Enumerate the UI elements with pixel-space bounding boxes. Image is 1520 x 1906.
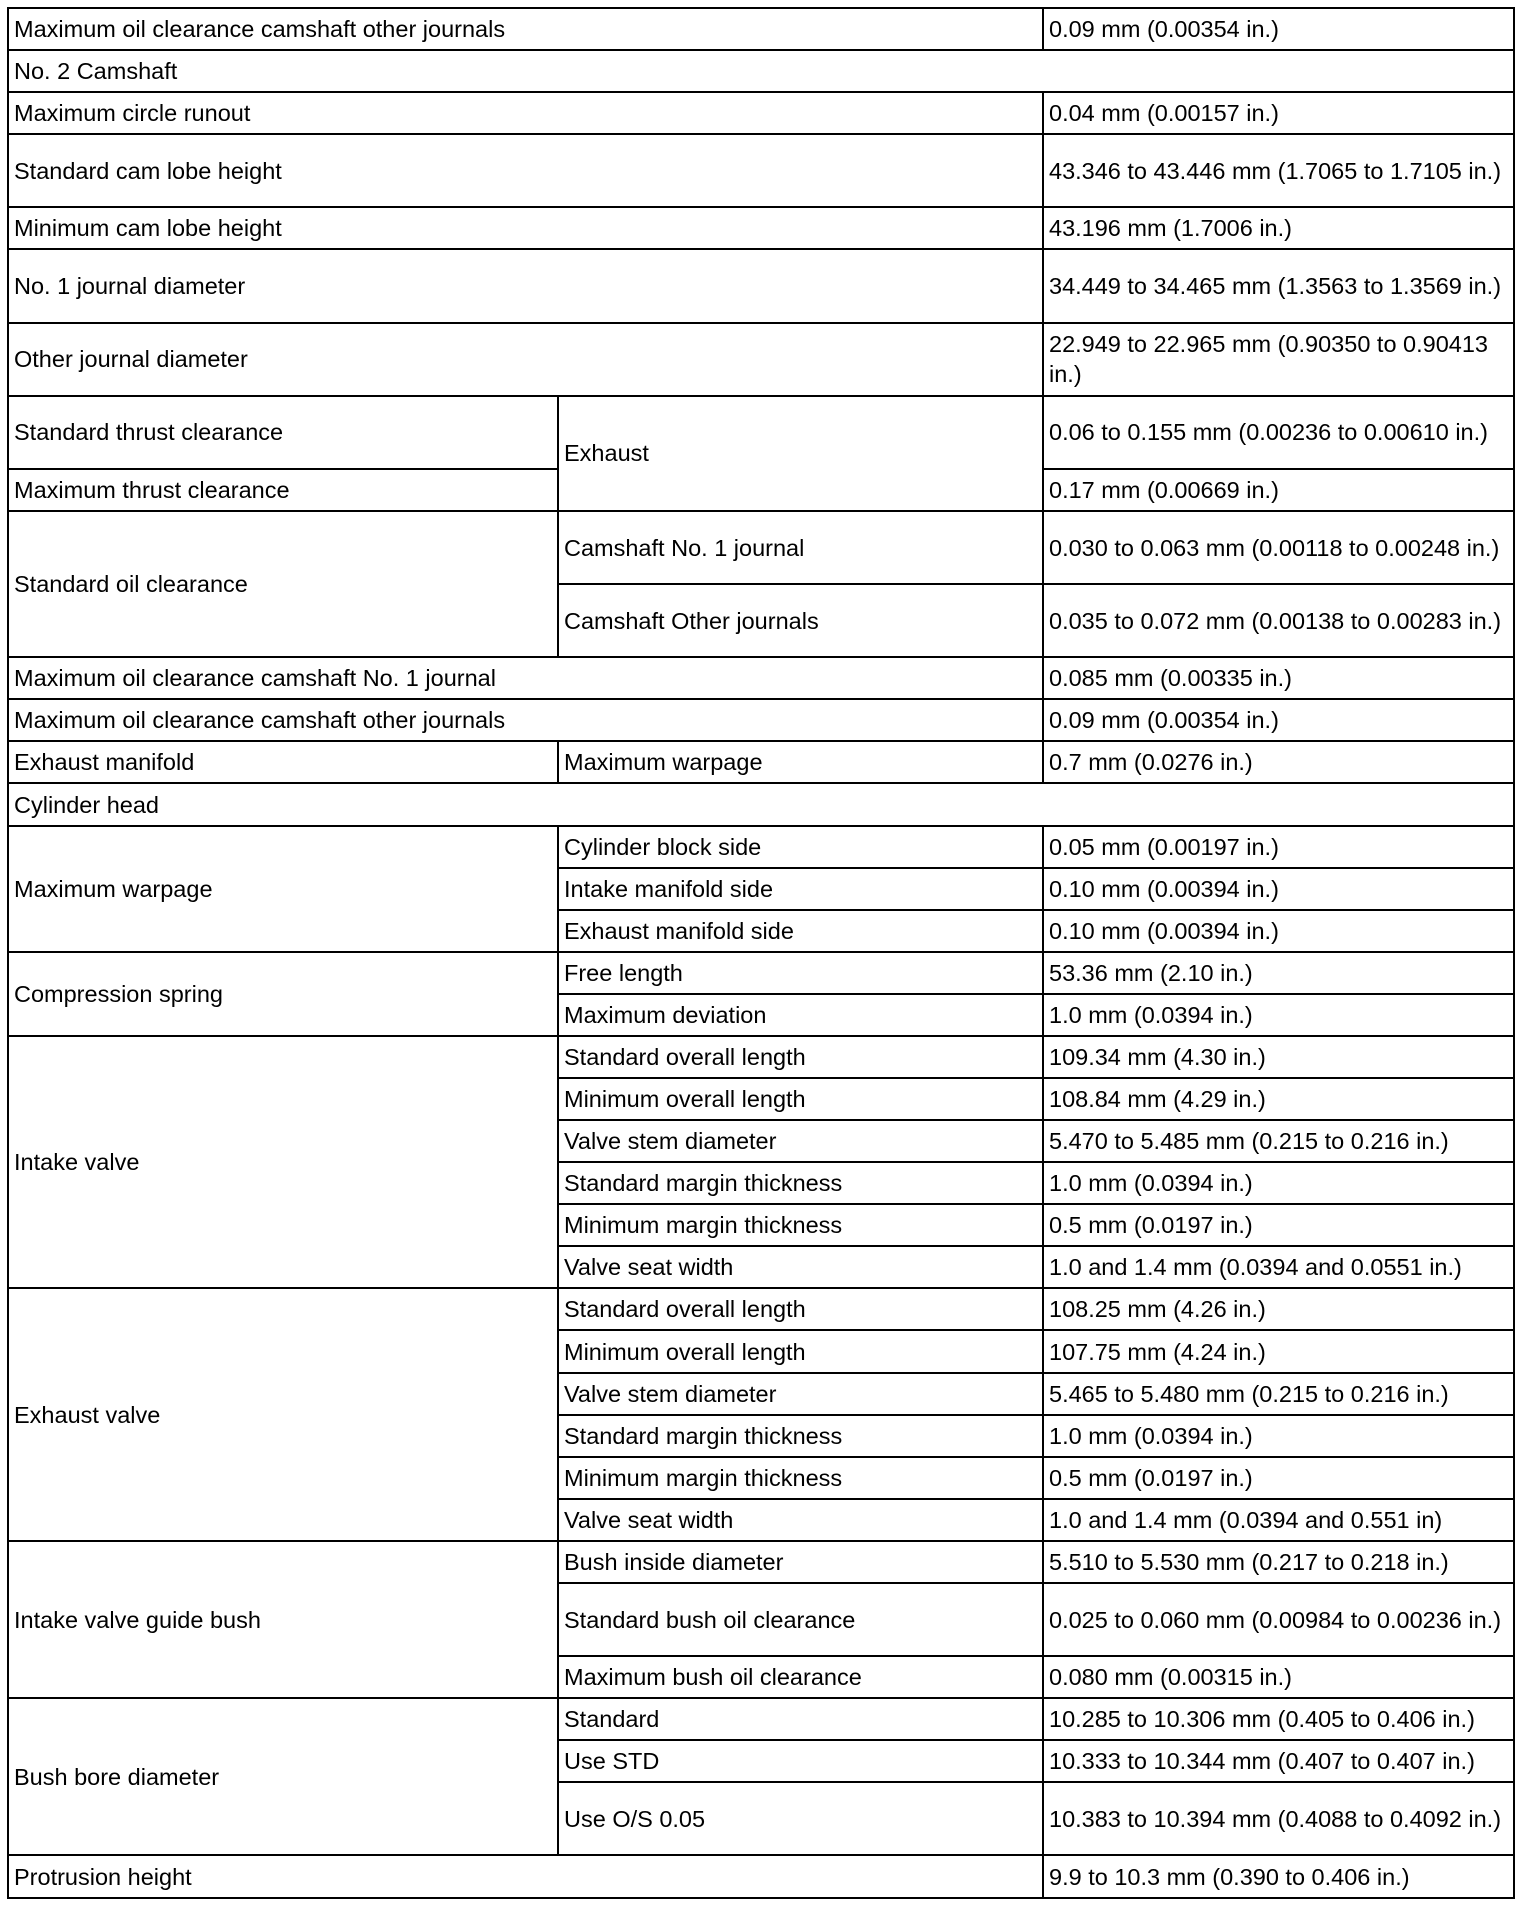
spec-value: 22.949 to 22.965 mm (0.90350 to 0.90413 in.): [1043, 323, 1514, 396]
spec-value: 0.05 mm (0.00197 in.): [1043, 826, 1514, 868]
spec-sublabel: Intake manifold side: [558, 868, 1043, 910]
spec-value: 0.09 mm (0.00354 in.): [1043, 699, 1514, 741]
spec-sublabel: Bush inside diameter: [558, 1541, 1043, 1583]
spec-value: 10.383 to 10.394 mm (0.4088 to 0.4092 in.): [1043, 1782, 1514, 1855]
spec-value: 1.0 and 1.4 mm (0.0394 and 0.0551 in.): [1043, 1246, 1514, 1288]
spec-sublabel: Minimum overall length: [558, 1330, 1043, 1372]
spec-label: Maximum oil clearance camshaft other journals: [8, 699, 1043, 741]
table-row: [8, 1036, 1514, 1078]
spec-value: 9.9 to 10.3 mm (0.390 to 0.406 in.): [1043, 1855, 1514, 1898]
table-row: [8, 249, 1514, 322]
spec-value: 1.0 and 1.4 mm (0.0394 and 0.551 in): [1043, 1499, 1514, 1541]
spec-sublabel: Camshaft No. 1 journal: [558, 511, 1043, 584]
spec-value: 0.04 mm (0.00157 in.): [1043, 92, 1514, 134]
spec-sublabel: Exhaust: [558, 396, 1043, 511]
table-row: [8, 699, 1514, 741]
spec-value: 0.10 mm (0.00394 in.): [1043, 910, 1514, 952]
spec-sublabel: Minimum margin thickness: [558, 1204, 1043, 1246]
table-row: [8, 1698, 1514, 1740]
table-row: [8, 511, 1514, 584]
spec-value: 0.17 mm (0.00669 in.): [1043, 469, 1514, 511]
spec-value: 0.09 mm (0.00354 in.): [1043, 8, 1514, 50]
table-row: [8, 1288, 1514, 1330]
spec-label: Compression spring: [8, 952, 558, 1036]
spec-label: Intake valve: [8, 1036, 558, 1288]
section-header: Cylinder head: [8, 783, 1514, 825]
spec-value: 0.10 mm (0.00394 in.): [1043, 868, 1514, 910]
spec-label: Exhaust valve: [8, 1288, 558, 1540]
spec-label: Maximum circle runout: [8, 92, 1043, 134]
spec-label: Maximum oil clearance camshaft other journals: [8, 8, 1043, 50]
table-row: [8, 323, 1514, 396]
spec-sublabel: Maximum bush oil clearance: [558, 1656, 1043, 1698]
spec-label: Maximum thrust clearance: [8, 469, 558, 511]
spec-value: 0.7 mm (0.0276 in.): [1043, 741, 1514, 783]
spec-sublabel: Valve seat width: [558, 1499, 1043, 1541]
spec-label: Standard thrust clearance: [8, 396, 558, 469]
spec-value: 0.080 mm (0.00315 in.): [1043, 1656, 1514, 1698]
spec-value: 1.0 mm (0.0394 in.): [1043, 1162, 1514, 1204]
table-row: [8, 207, 1514, 249]
spec-label: Protrusion height: [8, 1855, 1043, 1898]
spec-value: 0.035 to 0.072 mm (0.00138 to 0.00283 in.): [1043, 584, 1514, 657]
spec-label: No. 1 journal diameter: [8, 249, 1043, 322]
spec-label: Other journal diameter: [8, 323, 1043, 396]
spec-value: 5.510 to 5.530 mm (0.217 to 0.218 in.): [1043, 1541, 1514, 1583]
spec-value: 0.5 mm (0.0197 in.): [1043, 1457, 1514, 1499]
spec-sublabel: Valve stem diameter: [558, 1120, 1043, 1162]
spec-value: 108.25 mm (4.26 in.): [1043, 1288, 1514, 1330]
table-row: [8, 952, 1514, 994]
spec-value: 1.0 mm (0.0394 in.): [1043, 1415, 1514, 1457]
spec-value: 109.34 mm (4.30 in.): [1043, 1036, 1514, 1078]
table-row: [8, 1855, 1514, 1898]
spec-value: 108.84 mm (4.29 in.): [1043, 1078, 1514, 1120]
spec-sublabel: Cylinder block side: [558, 826, 1043, 868]
table-row: [8, 92, 1514, 134]
spec-value: 10.285 to 10.306 mm (0.405 to 0.406 in.): [1043, 1698, 1514, 1740]
spec-sublabel: Exhaust manifold side: [558, 910, 1043, 952]
spec-label: Minimum cam lobe height: [8, 207, 1043, 249]
section-row: [8, 50, 1514, 92]
spec-value: 5.470 to 5.485 mm (0.215 to 0.216 in.): [1043, 1120, 1514, 1162]
spec-sublabel: Use STD: [558, 1740, 1043, 1782]
spec-label: Standard oil clearance: [8, 511, 558, 657]
spec-value: 1.0 mm (0.0394 in.): [1043, 994, 1514, 1036]
spec-sublabel: Maximum deviation: [558, 994, 1043, 1036]
spec-value: 5.465 to 5.480 mm (0.215 to 0.216 in.): [1043, 1373, 1514, 1415]
spec-label: Maximum oil clearance camshaft No. 1 journal: [8, 657, 1043, 699]
spec-value: 0.030 to 0.063 mm (0.00118 to 0.00248 in.): [1043, 511, 1514, 584]
spec-sublabel: Valve seat width: [558, 1246, 1043, 1288]
spec-value: 0.025 to 0.060 mm (0.00984 to 0.00236 in.): [1043, 1583, 1514, 1656]
spec-sublabel: Standard margin thickness: [558, 1415, 1043, 1457]
spec-sublabel: Free length: [558, 952, 1043, 994]
table-row: [8, 741, 1514, 783]
spec-label: Standard cam lobe height: [8, 134, 1043, 207]
table-row: [8, 396, 1514, 469]
spec-value: 0.085 mm (0.00335 in.): [1043, 657, 1514, 699]
table-row: [8, 826, 1514, 868]
spec-value: 0.5 mm (0.0197 in.): [1043, 1204, 1514, 1246]
table-row: [8, 1541, 1514, 1583]
spec-sublabel: Minimum margin thickness: [558, 1457, 1043, 1499]
table-row: [8, 8, 1514, 50]
spec-label: Exhaust manifold: [8, 741, 558, 783]
table-row: [8, 657, 1514, 699]
spec-sublabel: Camshaft Other journals: [558, 584, 1043, 657]
spec-value: 107.75 mm (4.24 in.): [1043, 1330, 1514, 1372]
spec-label: Intake valve guide bush: [8, 1541, 558, 1698]
spec-value: 0.06 to 0.155 mm (0.00236 to 0.00610 in.): [1043, 396, 1514, 469]
section-row: [8, 783, 1514, 825]
spec-value: 53.36 mm (2.10 in.): [1043, 952, 1514, 994]
spec-sublabel: Maximum warpage: [558, 741, 1043, 783]
section-header: No. 2 Camshaft: [8, 50, 1514, 92]
spec-sublabel: Use O/S 0.05: [558, 1782, 1043, 1855]
spec-sublabel: Standard: [558, 1698, 1043, 1740]
spec-sublabel: Standard overall length: [558, 1036, 1043, 1078]
spec-sublabel: Standard overall length: [558, 1288, 1043, 1330]
spec-sublabel: Valve stem diameter: [558, 1373, 1043, 1415]
spec-value: 43.196 mm (1.7006 in.): [1043, 207, 1514, 249]
table-row: [8, 134, 1514, 207]
spec-sublabel: Minimum overall length: [558, 1078, 1043, 1120]
spec-label: Maximum warpage: [8, 826, 558, 952]
spec-value: 10.333 to 10.344 mm (0.407 to 0.407 in.): [1043, 1740, 1514, 1782]
spec-sublabel: Standard bush oil clearance: [558, 1583, 1043, 1656]
spec-value: 34.449 to 34.465 mm (1.3563 to 1.3569 in.): [1043, 249, 1514, 322]
spec-label: Bush bore diameter: [8, 1698, 558, 1855]
spec-value: 43.346 to 43.446 mm (1.7065 to 1.7105 in.): [1043, 134, 1514, 207]
spec-sublabel: Standard margin thickness: [558, 1162, 1043, 1204]
specification-table: [7, 7, 1515, 1899]
